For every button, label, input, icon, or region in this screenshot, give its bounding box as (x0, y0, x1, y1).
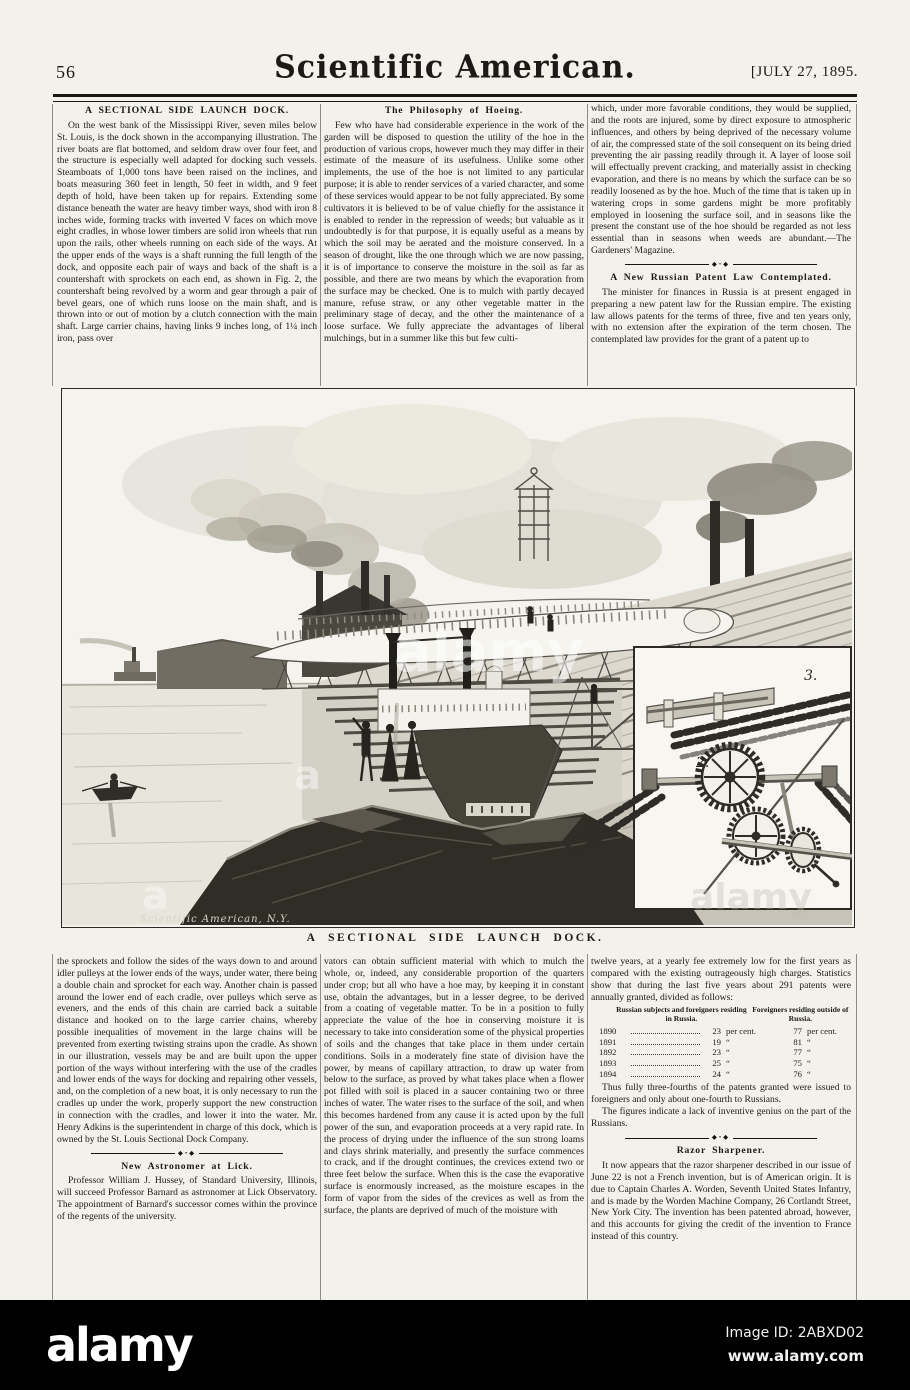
table-cell-value: 24 (712, 1068, 721, 1079)
table-row (591, 1037, 851, 1048)
table-header-russia: Russian subjects and foreigners residing in Russia. (616, 1005, 747, 1024)
column-rule (320, 104, 321, 386)
divider-ornament-icon: ◆•◆ (177, 1149, 197, 1157)
table-cell-year: 1892 (599, 1047, 617, 1058)
dot-leader (631, 1058, 700, 1066)
table-header-row (591, 1006, 851, 1023)
article-body: Few who have had considerable experience in the work of the garden will be disposed to question the utility of the hoe in the production of various crops, however much they may differ in their estimate of the measure of its usefulness. Unlike some other implements, the use of the hoe is not limited to any particular purpose; it is able to render services of a varied character, and some of these services would appear to be not fully appreciated. By some cultivators it is believed to be of value chiefly for the assistance it is enabled to render in the repression of weeds; but valuable as it undoubtedly is for that purpose, it is equally useful as a means by which the soil may be aerated and the moisture conserved. In a season of drought, like the one through which we are now passing, it is of importance to conserve the moisture in the soil as far as possible, and there are two means by which the evaporation from the surface may be checked. One is to mulch with partly decayed manure, refuse straw, or any other vegetable matter in the preliminary stage of decay, and the other the maintenance of a loose surface. We fully appreciate the advantages of liberal mulchings, but in a summer like this but few culti- (324, 119, 584, 345)
figure-caption: A SECTIONAL SIDE LAUNCH DOCK. (306, 932, 604, 944)
table-cell-unit: “ (726, 1047, 730, 1058)
top-column-2 (324, 103, 584, 346)
table-row (591, 1047, 851, 1058)
table-cell-unit: “ (726, 1036, 730, 1047)
bottom-column-2 (324, 956, 584, 1218)
table-cell-unit: “ (807, 1036, 811, 1047)
table-cell-unit: “ (807, 1058, 811, 1069)
image-id: Image ID: 2ABXD02 (725, 1325, 864, 1341)
top-column-1 (57, 103, 317, 346)
article-title-russian-patent: A New Russian Patent Law Contemplated. (610, 271, 832, 283)
dot-leader (631, 1037, 700, 1045)
table-cell-value: 75 (793, 1058, 802, 1069)
column-rule (320, 954, 321, 1302)
table-cell-unit: “ (807, 1068, 811, 1079)
dock-engraving (62, 389, 852, 925)
table-cell-value: 23 (712, 1025, 721, 1036)
header-rule (53, 94, 857, 102)
table-cell-value: 77 (793, 1047, 802, 1058)
article-body: Thus fully three-fourths of the patents granted were issued to foreigners and only about one-fourth to Russians. (591, 1081, 851, 1105)
article-divider (91, 1151, 283, 1157)
dot-leader (631, 1069, 700, 1077)
dot-leader (631, 1047, 700, 1055)
table-row (591, 1026, 851, 1037)
table-cell-year: 1893 (599, 1058, 617, 1069)
table-cell-value: 81 (793, 1036, 802, 1047)
article-body: vators can obtain sufficient material with which to mulch the whole, or, indeed, any considerable proportion of the quarters under crop; but all who have a hoe may, by keeping it in constant use, obtain the advantages, but in a lesser degree, to be derived from a coating of vegetable matter. To be in a position to fully appreciate the value of the hoe in conserving moisture it is necessary to take into consideration some of the physical properties of soils and the changes that take place in them under certain conditions. Soils in a moderately fine state of division have the power, by means of capillary attraction, to draw up water from below to the surface, as proved by what takes place when a flower pot filled with soil is placed in a saucer containing two or three inches of water. The water rises to the surface of the soil, and when this becomes hardened from any cause it is acted upon by the full power of the sun, and evaporation proceeds at a very rapid rate. In the process of drying under the influence of the sun strong loams and clays shrink materially, and presently the surface commences to crack, and if the drought continues, the crevices extend two or three feet below the surface. When this is the case the evaporative surface is enormously increased, as the moisture escapes in the form of vapor from the sides of the crevices as well as from the surface, the plants are deprived of much of the moisture with (324, 956, 584, 1216)
table-cell-unit: per cent. (807, 1025, 837, 1036)
watermark-text: alamy (394, 620, 584, 685)
alamy-logo: alamy (46, 1318, 192, 1372)
bottom-column-1 (57, 956, 317, 1224)
table-cell-value: 77 (793, 1025, 802, 1036)
fig2-label: 2. (696, 755, 710, 771)
issue-date: [JULY 27, 1895. (750, 64, 858, 80)
table-cell-unit: “ (807, 1047, 811, 1058)
table-header-abroad: Foreigners residing outside of Russia. (752, 1005, 849, 1024)
alamy-footer-bar (0, 1300, 910, 1390)
engraver-signature: Scientific American, N.Y. (140, 914, 291, 925)
fig3-label: 3. (804, 668, 818, 684)
dot-leader (631, 1026, 700, 1034)
column-rule (856, 954, 857, 1302)
article-body: twelve years, at a yearly fee extremely low for the first years as compared with the existing outrageously high charges. Statistics show that during the last five years about 291 patents were annually granted, divided as follows: (591, 956, 851, 1003)
table-row (591, 1069, 851, 1080)
column-rule (587, 104, 588, 386)
table-row (591, 1058, 851, 1069)
column-rule (52, 954, 53, 1302)
article-body: the sprockets and follow the sides of the ways down to and around idler pulleys at the lower ends of the ways, under water, there being a double chain and sprocket for each way. Another chain is passed around the lower end of each cradle, over pulleys which serve as eveners, and the ends of this chain are carried back a suitable distance and hooked on to the large carrier chains, whereby possible inequalities of movement in the large chains will be prevented from exerting twisting strains upon the cradle. As shown in our illustration, vessels may be and are built upon the upper portion of the ways without interfering with the use of the cradles and lower ends of the ways for docking and repairing other vessels, and, on the completion of a new boat, it is only necessary to run the cradles up under the work, properly support the new construction in connection with the cradles, and lower it into the water. Mr. Henry Adkins is the superintendent in charge of this dock, which is owned by the St. Louis Sectional Dock Company. (57, 956, 317, 1145)
article-title-hoeing: The Philosophy of Hoeing. (384, 105, 524, 116)
article-divider (625, 262, 817, 268)
masthead-title: Scientific American. (274, 48, 636, 87)
footer-info (725, 1325, 864, 1365)
dock-engraving-frame (61, 388, 855, 928)
divider-ornament-icon: ◆•◆ (711, 1134, 731, 1142)
article-body: It now appears that the razor sharpener described in our issue of June 22 is not a French invention, but is of American origin. It is due to Captain Charles A. Worden, Seventh United States Infantry, and is made by the Worden Machine Company, 26 Cortlandt Street, New York City. The invention has been patented abroad, however, and this accounts for giving the credit of the invention to France instead of this country. (591, 1159, 851, 1243)
table-cell-year: 1894 (599, 1068, 617, 1079)
column-rule (856, 104, 857, 386)
article-body: The figures indicate a lack of inventive genius on the part of the Russians. (591, 1106, 851, 1130)
table-cell-value: 25 (712, 1058, 721, 1069)
table-cell-unit: per cent. (726, 1025, 756, 1036)
table-cell-year: 1890 (599, 1025, 617, 1036)
article-body: On the west bank of the Mississippi River, seven miles below St. Louis, is the dock shown in the accompanying illustration. The river boats are flat bottomed, and seldom draw over four feet, and the structure is especially well adapted for docking such vessels. Steamboats of 1,000 tons have been raised on the inclines, and boats measuring 360 feet in length, 50 feet in width, and 9 feet depth of hold, have been taken up for repairs. Extending some distance beneath the water are heavy timber ways, shod with iron 8 inches wide, forming tracks with inverted V faces on which move eight cradles, in whose lower timbers are solid iron wheels that run upon the rails, other wheels running on each side of the ways. At the upper ends of the ways is a shaft running the full length of the dock, and opposite each pair of ways and back of the shaft is a countershaft with sprockets on each end, as shown in Fig. 2, the countershaft being revolved by a worm and gear through a pair of bevel gears, one of which runs loose on the main shaft, and is thrown into or out of motion by a clutch connection with the main shaft. Large carrier chains, having links 9 inches long, of 1¼ inch iron, pass over (57, 119, 317, 345)
watermark-text: alamy (690, 877, 812, 918)
table-cell-unit: “ (726, 1068, 730, 1079)
article-title-dock: A SECTIONAL SIDE LAUNCH DOCK. (85, 105, 289, 116)
page-number: 56 (56, 62, 76, 82)
article-divider (625, 1135, 817, 1141)
article-body: The minister for finances in Russia is at present engaged in preparing a new patent law for the Russian empire. The existing law allows patents for the terms of three, five and ten years only, with no extension after the expiration of the term chosen. The contemplated law provides for the grant of a patent up to (591, 286, 851, 346)
column-rule (587, 954, 588, 1302)
table-cell-value: 76 (793, 1068, 802, 1079)
article-body: Professor William J. Hussey, of Standard University, Illinois, will succeed Professor Barnard as astronomer at Lick Observatory. The appointment of Barnard's successor comes within the province of the regents of the university. (57, 1175, 317, 1222)
column-rule (52, 104, 53, 386)
divider-ornament-icon: ◆•◆ (711, 260, 731, 268)
article-title-razor: Razor Sharpener. (676, 1145, 766, 1157)
table-cell-value: 23 (712, 1047, 721, 1058)
table-cell-year: 1891 (599, 1036, 617, 1047)
watermark-letter: a (142, 873, 169, 919)
article-body: which, under more favorable conditions, they would be supplied, and the roots are injured, some by direct exposure to atmospheric influences, and others by being deprived of the necessary volume of air, the compressed state of the soil consequent on its being dried preventing the air passing readily through it. A layer of loose soil will effectually prevent cracking, and materially assist in checking evaporation, and there is no means by which the surface can be so readily loosened as by the hoe. Much of the time that is taken up in watering crops in some gardens might be more profitably employed in loosening the surface soil, and in seasons like the present the constant use of the hoe should be regarded as not less essential than in seasons when weeds are abundant.—The Gardeners' Magazine. (591, 103, 851, 257)
top-column-3 (591, 103, 851, 347)
alamy-url: www.alamy.com (727, 1347, 864, 1365)
article-title-lick: New Astronomer at Lick. (121, 1160, 253, 1172)
patent-statistics-table (591, 1006, 851, 1079)
table-cell-unit: “ (726, 1058, 730, 1069)
bottom-column-3 (591, 956, 851, 1244)
table-cell-value: 19 (712, 1036, 721, 1047)
watermark-letter: a (294, 753, 321, 799)
